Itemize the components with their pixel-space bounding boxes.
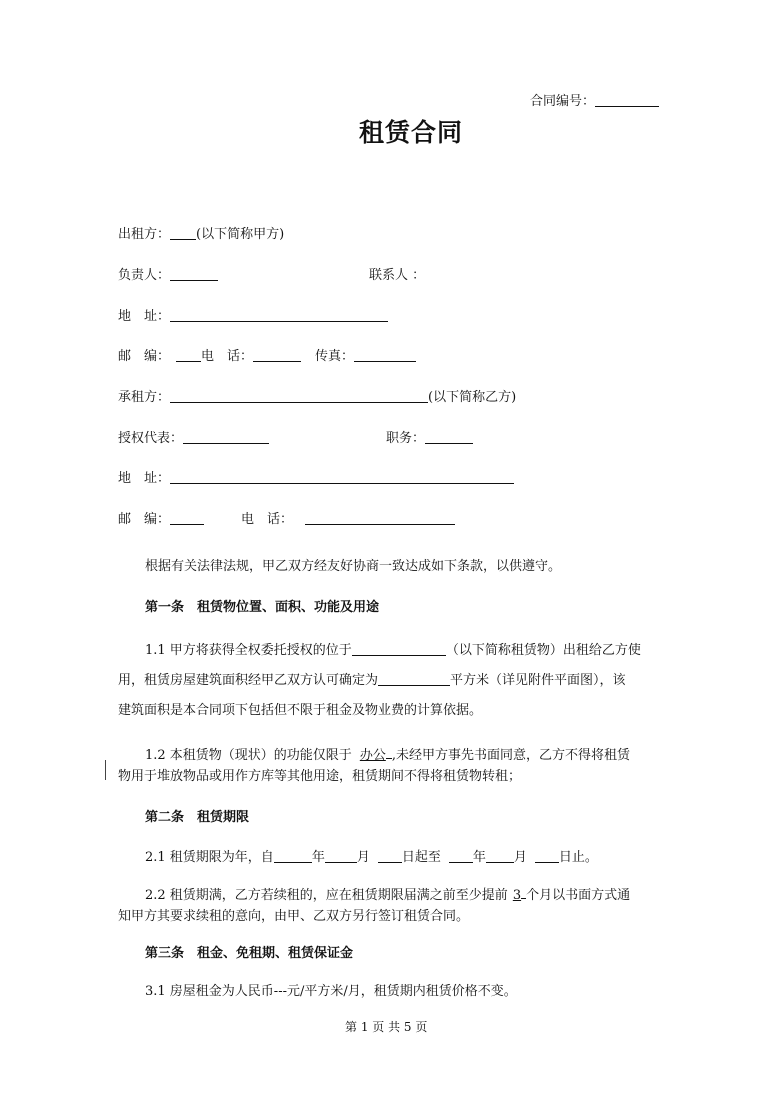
page-title: 租赁合同 — [359, 118, 464, 147]
article1-p2-text-b: ,未经甲方事先书面同意，乙方不得将租赁 — [391, 748, 630, 763]
article2-months-value: 3 — [512, 888, 522, 903]
lessor-person-line — [118, 264, 218, 283]
article2-term-text: 2.1 租赁期限为年，自 — [145, 850, 274, 865]
lessee-position-blank — [425, 429, 473, 444]
lessor-address-label: 地 址： — [118, 309, 171, 324]
lessor-phone-label: 电 话： — [201, 349, 254, 364]
article2-p2-line1 — [145, 884, 630, 903]
lessor-fax-label: 传真： — [315, 349, 355, 364]
lessor-label: 出租方： — [118, 227, 171, 242]
lessee-rep-label: 授权代表： — [118, 431, 184, 446]
page-footer: 第 1 页 共 5 页 — [345, 1020, 428, 1034]
lessor-contact: 联系人 ： — [369, 268, 426, 283]
end-month-blank — [486, 848, 514, 863]
contract-number-label: 合同编号： — [530, 94, 596, 109]
lessor-person-blank — [170, 266, 218, 281]
article1-p1-text-c: 用，租赁房屋建筑面积经甲乙双方认可确定为 — [118, 673, 379, 688]
lessee-address-line — [118, 467, 514, 486]
lessee-rep-line — [118, 427, 269, 446]
article1-function-value: 办公 — [359, 748, 386, 763]
start-month-label: 月 — [356, 850, 370, 865]
end-day-label: 日止。 — [558, 850, 598, 865]
lessor-address-line — [118, 305, 388, 324]
lessee-line — [118, 386, 516, 405]
article2-heading: 第二条 租赁期限 — [145, 810, 250, 825]
lessee-blank — [170, 388, 428, 403]
end-month-label: 月 — [513, 850, 527, 865]
contract-number — [530, 90, 659, 109]
lessee-suffix: (以下简称乙方) — [428, 390, 517, 405]
article1-p1-text-d: 平方米（详见附件平面图），该 — [450, 673, 626, 688]
contract-number-blank — [595, 92, 659, 107]
article1-p2-line1 — [145, 744, 630, 763]
lessee-position-label: 职务： — [386, 431, 426, 446]
lessee-phone-label: 电 话： — [241, 512, 294, 527]
lessor-blank — [170, 225, 196, 240]
lessor-suffix: (以下简称甲方) — [196, 227, 285, 242]
article1-location-blank — [352, 641, 446, 656]
lessor-line — [118, 223, 284, 242]
article1-p1-line2 — [118, 669, 626, 688]
article2-p2-line2: 知甲方其要求续租的意向，由甲、乙双方另行签订租赁合同。 — [118, 909, 470, 924]
article3-heading: 第三条 租金、免租期、租赁保证金 — [145, 946, 354, 961]
intro-paragraph: 根据有关法律法规，甲乙双方经友好协商一致达成如下条款，以供遵守。 — [145, 559, 562, 574]
lessee-position-line — [386, 427, 473, 446]
start-day-label: 日起至 — [401, 850, 441, 865]
lessor-person-label: 负责人： — [118, 268, 171, 283]
article1-p1-line3: 建筑面积是本合同项下包括但不限于租金及物业费的计算依据。 — [118, 703, 483, 718]
article2-p1 — [145, 846, 598, 865]
lessor-address-blank — [170, 307, 388, 322]
lessee-address-label: 地 址： — [118, 471, 171, 486]
article1-area-blank — [378, 671, 450, 686]
lessee-postcode-label: 邮 编： — [118, 512, 171, 527]
lessor-phone-blank — [253, 347, 301, 362]
article1-heading: 第一条 租赁物位置、面积、功能及用途 — [145, 600, 380, 615]
article2-p2-text-b: 个月以书面方式通 — [526, 888, 631, 903]
lessee-phone-blank — [305, 510, 455, 525]
article1-p1-text-a: 1.1 甲方将获得全权委托授权的位于 — [145, 643, 352, 658]
end-year-blank — [449, 848, 473, 863]
lessee-postcode-blank — [170, 510, 204, 525]
start-year-blank — [274, 848, 312, 863]
start-month-blank — [325, 848, 357, 863]
article3-p1: 3.1 房屋租金为人民币---元/平方米/月，租赁期内租赁价格不变。 — [145, 984, 517, 999]
lessor-fax-blank — [354, 347, 416, 362]
end-day-blank — [535, 848, 559, 863]
lessee-label: 承租方： — [118, 390, 171, 405]
lessee-address-blank — [170, 469, 514, 484]
article1-p1-text-b: （以下简称租赁物）出租给乙方使 — [445, 643, 641, 658]
lessee-postcode-line — [118, 508, 204, 527]
end-year-label: 年 — [472, 850, 486, 865]
start-year-label: 年 — [311, 850, 325, 865]
lessee-rep-blank — [183, 429, 269, 444]
article1-p1-line1 — [145, 639, 641, 658]
lessor-postcode-blank — [176, 347, 201, 362]
start-day-blank — [378, 848, 402, 863]
lessor-postcode-label: 邮 编： — [118, 349, 171, 364]
revision-bar — [105, 760, 106, 780]
article1-p2-line2: 物用于堆放物品或用作方库等其他用途，租赁期间不得将租赁物转租； — [118, 769, 522, 784]
article1-p2-text-a: 1.2 本租赁物（现状）的功能仅限于 — [145, 748, 352, 763]
article2-p2-text-a: 2.2 租赁期满，乙方若续租的，应在租赁期限届满之前至少提前 — [145, 888, 508, 903]
lessor-postcode-line — [118, 345, 416, 364]
lessee-phone-line — [241, 508, 455, 527]
